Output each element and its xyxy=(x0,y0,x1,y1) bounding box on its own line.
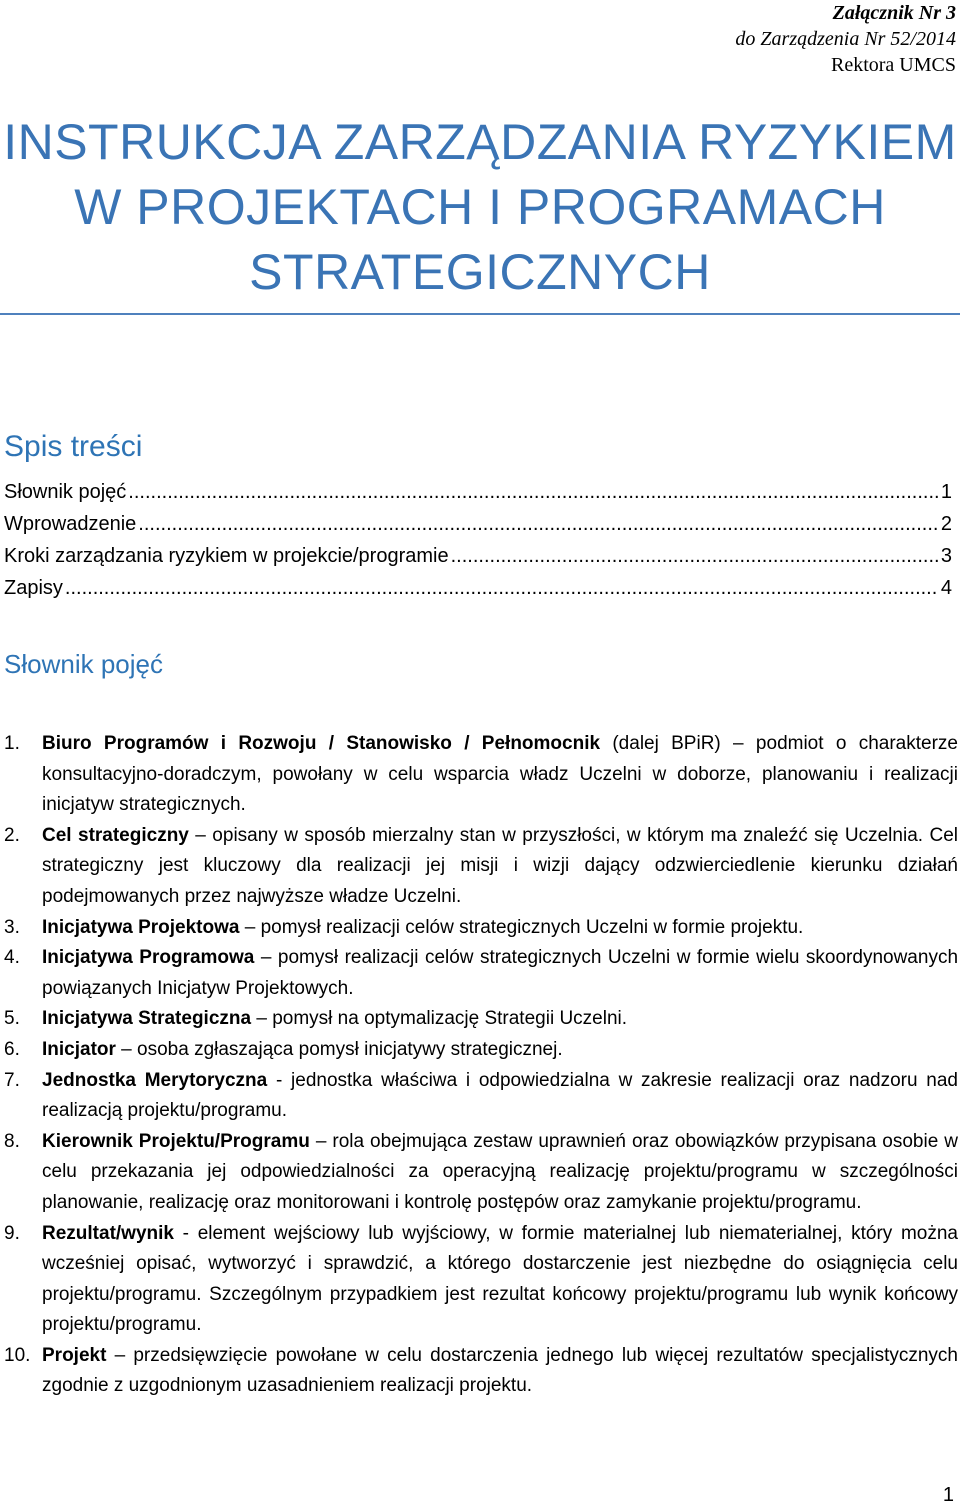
item-number: 6. xyxy=(4,1038,20,1060)
annex-header xyxy=(735,0,956,78)
item-text xyxy=(42,1127,958,1219)
title-line-1: INSTRUKCJA ZARZĄDZANIA RYZYKIEM xyxy=(3,114,957,170)
item-definition: – opisany w sposób mierzalny stan w przyszłości, w którym ma znaleźć się Uczelnia. Cel strategiczny jest kluczowy dla realizacji jej misji i wizji dający odzwierciedlenie kierunku działań podejmowanych przez najwyższe władze Uczelni. xyxy=(42,824,958,907)
toc-entry-label[interactable]: Słownik pojęć xyxy=(4,481,127,503)
item-number: 7. xyxy=(4,1069,20,1091)
toc-entry-label[interactable]: Wprowadzenie xyxy=(4,513,137,535)
item-number: 8. xyxy=(4,1130,20,1152)
title-line-2: W PROJEKTACH I PROGRAMACH xyxy=(74,179,886,235)
glossary-item xyxy=(4,821,958,913)
item-definition: – pomysł realizacji celów strategicznych Uczelni w formie projektu. xyxy=(239,916,804,938)
item-term: Projekt xyxy=(42,1344,107,1366)
annex-issuer: Rektora UMCS xyxy=(831,54,956,76)
table-of-contents xyxy=(4,476,952,604)
glossary-item xyxy=(4,1004,958,1035)
toc-leader-dots xyxy=(65,572,939,604)
glossary-item xyxy=(4,1066,958,1127)
glossary-item xyxy=(4,1127,958,1219)
item-text xyxy=(42,821,958,913)
item-term: Inicjatywa Programowa xyxy=(42,947,255,969)
item-number: 10. xyxy=(4,1344,31,1366)
item-definition: – osoba zgłaszająca pomysł inicjatywy strategicznej. xyxy=(115,1038,563,1060)
item-number: 5. xyxy=(4,1008,20,1030)
item-definition: - jednostka właściwa i odpowiedzialna w zakresie realizacji oraz nadzoru nad realizacją projektu/programu. xyxy=(42,1069,958,1122)
annex-number: Załącznik Nr 3 xyxy=(832,2,956,24)
item-term: Rezultat/wynik xyxy=(42,1222,174,1244)
toc-leader-dots xyxy=(138,508,939,540)
item-text xyxy=(42,1219,958,1341)
item-definition: – pomysł na optymalizację Strategii Uczelni. xyxy=(251,1008,628,1030)
item-term: Kierownik Projektu/Programu xyxy=(42,1130,310,1152)
item-number: 1. xyxy=(4,733,20,754)
item-definition: – rola obejmująca zestaw uprawnień oraz obowiązków przypisana osobie w celu przekazania jej odpowiedzialności za operacyjną realizację projektu/programu w szczególności planowanie, realizację oraz monitorowani i kontrolę postępów oraz zamykanie projektu/programu. xyxy=(42,1130,958,1213)
item-term: Biuro Programów i Rozwoju / Stanowisko / Pełnomocnik xyxy=(42,733,601,754)
toc-entry[interactable] xyxy=(4,540,952,572)
glossary-item xyxy=(4,1341,958,1402)
item-text xyxy=(42,913,958,944)
toc-entry-page: 4 xyxy=(940,577,952,599)
document-title xyxy=(0,110,960,305)
toc-entry[interactable] xyxy=(4,572,952,604)
toc-entry[interactable] xyxy=(4,476,952,508)
glossary-list xyxy=(4,729,958,1402)
annex-decree: do Zarządzenia Nr 52/2014 xyxy=(735,28,956,50)
item-text xyxy=(42,1004,958,1035)
glossary-item xyxy=(4,913,958,944)
item-text xyxy=(42,729,958,821)
toc-entry-page: 3 xyxy=(940,545,952,567)
item-text xyxy=(42,1341,958,1402)
item-term: Inicjator xyxy=(42,1038,116,1060)
title-divider xyxy=(0,313,960,315)
item-term: Jednostka Merytoryczna xyxy=(42,1069,268,1091)
item-definition: – przedsięwzięcie powołane w celu dostarczenia jednego lub więcej rezultatów specjalistycznych zgodnie z uzgodnionym uzasadnieniem realizacji projektu. xyxy=(42,1344,958,1397)
item-term: Inicjatywa Strategiczna xyxy=(42,1008,252,1030)
toc-leader-dots xyxy=(451,540,939,572)
glossary-item xyxy=(4,943,958,1004)
item-definition: - element wejściowy lub wyjściowy, w formie materialnej lub niematerialnej, który można wcześniej opisać, wytworzyć i sprawdzić, a którego dostarczenie jest niezbędne do osiągnięcia celu projektu/programu. Szczególnym przypadkiem jest rezultat końcowy projektu/programu lub wynik końcowy projektu/programu. xyxy=(42,1222,958,1336)
item-text xyxy=(42,1035,958,1066)
item-text xyxy=(42,943,958,1004)
item-term: Inicjatywa Projektowa xyxy=(42,916,240,938)
toc-leader-dots xyxy=(128,476,939,508)
page-number: 1 xyxy=(942,1484,954,1506)
item-number: 2. xyxy=(4,824,20,846)
item-definition: – pomysł realizacji celów strategicznych Uczelni w formie wielu skoordynowanych powiązanych Inicjatyw Projektowych. xyxy=(42,947,959,999)
toc-entry-page: 1 xyxy=(940,481,952,503)
item-term: Cel strategiczny xyxy=(42,824,189,846)
item-number: 3. xyxy=(4,916,20,938)
toc-entry[interactable] xyxy=(4,508,952,540)
item-text xyxy=(42,1066,958,1127)
item-number: 9. xyxy=(4,1222,20,1244)
glossary-item xyxy=(4,729,958,821)
toc-entry-label[interactable]: Kroki zarządzania ryzykiem w projekcie/programie xyxy=(4,545,449,567)
glossary-heading: Słownik pojęć xyxy=(4,649,163,679)
glossary-item xyxy=(4,1219,958,1341)
item-number: 4. xyxy=(4,947,20,969)
toc-heading: Spis treści xyxy=(4,430,143,463)
glossary-item xyxy=(4,1035,958,1066)
toc-entry-page: 2 xyxy=(940,513,952,535)
toc-entry-label[interactable]: Zapisy xyxy=(4,577,63,599)
item-definition: (dalej BPiR) – podmiot o charakterze konsultacyjno-doradczym, powołany w celu wsparcia władz Uczelni w doborze, planowaniu i realizacji inicjatyw strategicznych. xyxy=(42,733,958,816)
title-line-3: STRATEGICZNYCH xyxy=(249,244,711,300)
